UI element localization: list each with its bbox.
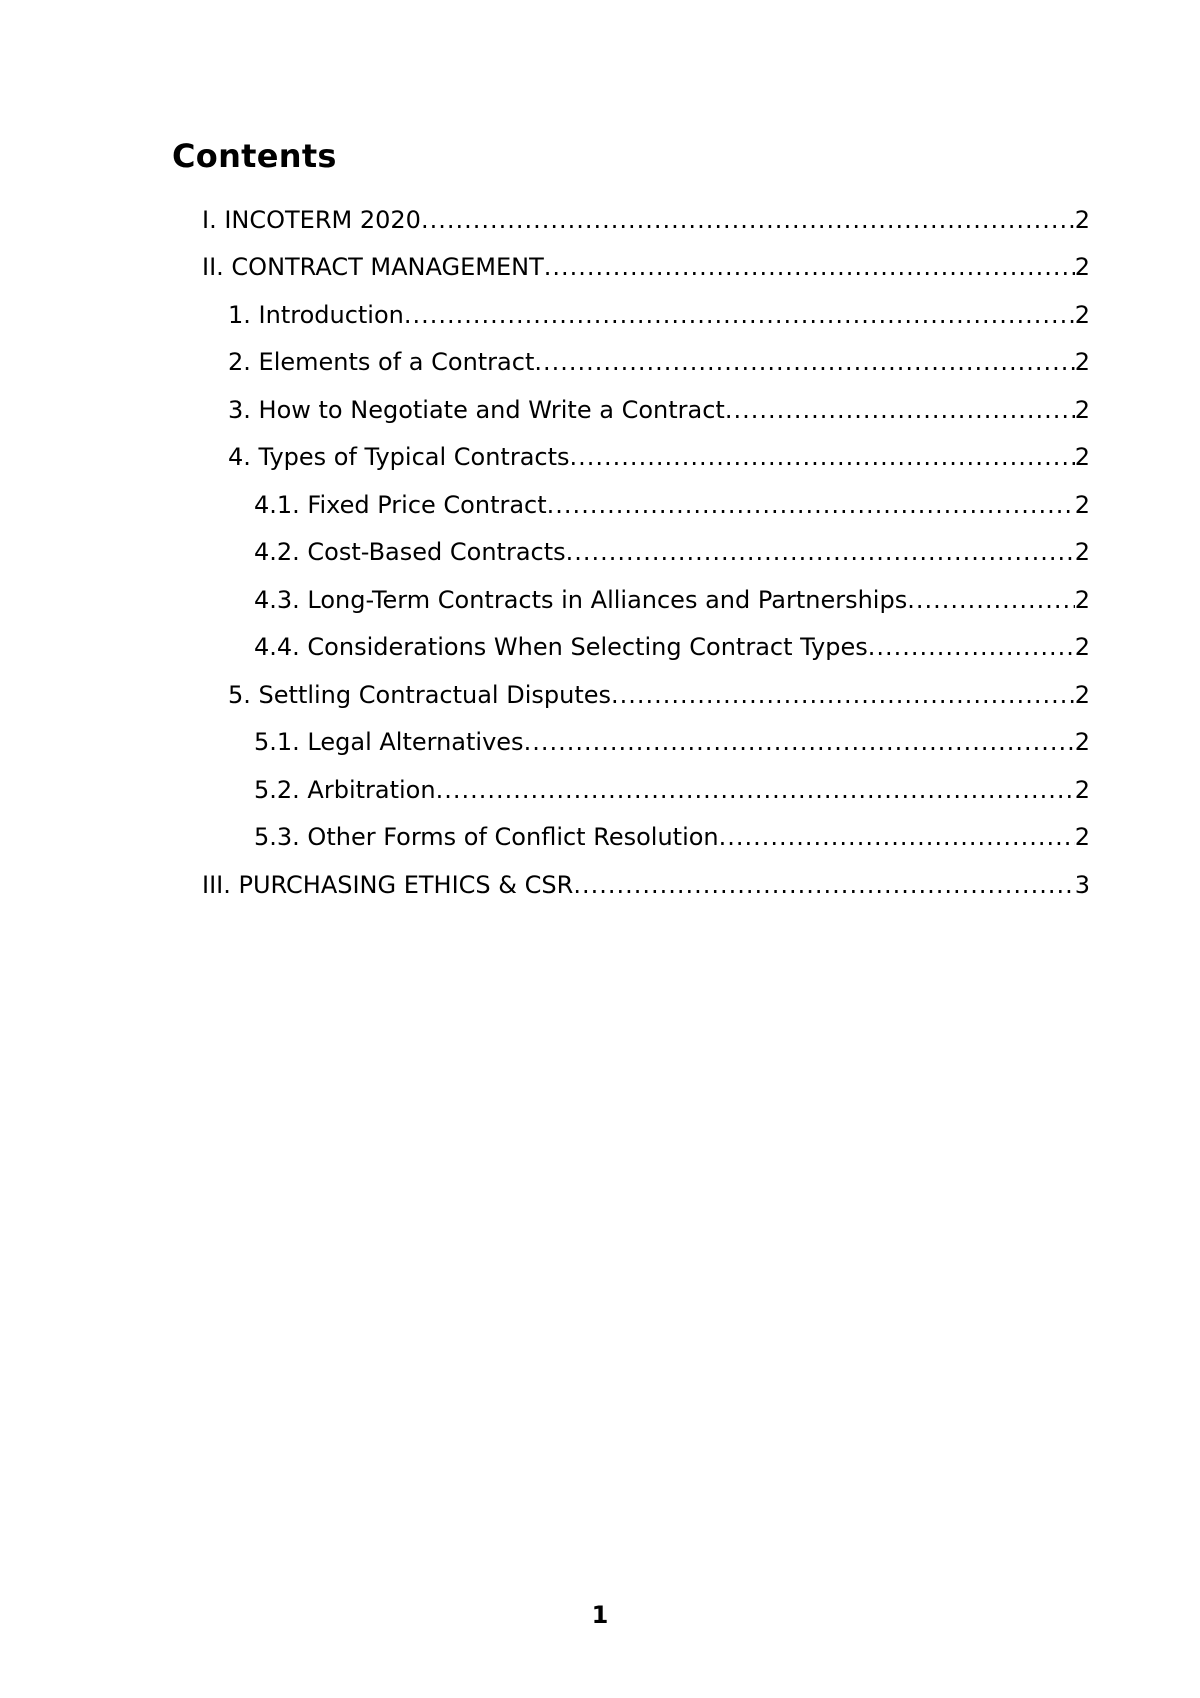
table-of-contents	[0, 188, 1200, 901]
toc-entry-elements-of-a-contract[interactable]	[0, 331, 1200, 379]
toc-entry-label: II. CONTRACT MANAGEMENT	[202, 253, 544, 281]
toc-dot-leader	[404, 299, 1075, 331]
toc-entry-negotiate-and-write[interactable]	[0, 378, 1200, 426]
toc-dot-leader	[573, 869, 1074, 901]
toc-entry-label: 4.2. Cost-Based Contracts	[254, 538, 566, 566]
toc-entry-fixed-price-contract[interactable]	[0, 473, 1200, 521]
toc-entry-label: 2. Elements of a Contract	[228, 348, 535, 376]
toc-entry-page: 2	[1074, 253, 1090, 281]
toc-dot-leader	[544, 251, 1075, 283]
toc-heading: Contents	[172, 137, 337, 175]
toc-entry-page: 2	[1074, 443, 1090, 471]
toc-entry-page: 2	[1074, 205, 1090, 234]
toc-entry-selecting-contract-types[interactable]	[0, 616, 1200, 664]
toc-dot-leader	[719, 821, 1075, 853]
toc-entry-arbitration[interactable]	[0, 758, 1200, 806]
toc-entry-settling-disputes[interactable]	[0, 663, 1200, 711]
toc-entry-cost-based-contracts[interactable]	[0, 521, 1200, 569]
toc-entry-label: 4. Types of Typical Contracts	[228, 443, 570, 471]
toc-entry-label: III. PURCHASING ETHICS & CSR	[202, 870, 574, 899]
toc-dot-leader	[566, 536, 1075, 568]
toc-entry-purchasing-ethics-csr[interactable]	[0, 853, 1200, 901]
toc-entry-contract-management[interactable]	[0, 236, 1200, 284]
page-number: 1	[591, 1601, 609, 1629]
toc-entry-incoterm-2020[interactable]	[0, 188, 1200, 236]
toc-entry-types-of-typical-contracts[interactable]	[0, 426, 1200, 474]
toc-entry-label: 4.3. Long-Term Contracts in Alliances and Partnerships	[254, 585, 908, 614]
toc-entry-page: 2	[1074, 680, 1090, 709]
toc-dot-leader	[436, 774, 1075, 806]
toc-entry-introduction[interactable]	[0, 283, 1200, 331]
toc-dot-leader	[421, 204, 1075, 236]
toc-dot-leader	[907, 584, 1075, 616]
toc-entry-label: 5. Settling Contractual Disputes	[228, 680, 611, 709]
toc-entry-label: 1. Introduction	[228, 300, 404, 329]
toc-entry-label: 4.4. Considerations When Selecting Contract Types	[254, 633, 868, 661]
toc-entry-page: 2	[1074, 633, 1090, 661]
toc-entry-label: 5.3. Other Forms of Conflict Resolution	[254, 823, 719, 851]
toc-entry-long-term-contracts[interactable]	[0, 568, 1200, 616]
toc-entry-page: 3	[1074, 870, 1090, 899]
toc-entry-page: 2	[1074, 823, 1090, 851]
toc-entry-label: 3. How to Negotiate and Write a Contract	[228, 395, 725, 424]
toc-dot-leader	[611, 679, 1075, 711]
toc-dot-leader	[524, 726, 1075, 758]
toc-entry-page: 2	[1074, 490, 1090, 519]
toc-entry-page: 2	[1074, 395, 1090, 424]
toc-entry-legal-alternatives[interactable]	[0, 711, 1200, 759]
toc-dot-leader	[868, 631, 1075, 663]
toc-dot-leader	[547, 489, 1075, 521]
toc-entry-page: 2	[1074, 348, 1090, 376]
toc-entry-label: 5.1. Legal Alternatives	[254, 728, 524, 756]
toc-entry-page: 2	[1074, 585, 1090, 614]
toc-entry-page: 2	[1074, 775, 1090, 804]
toc-entry-other-conflict-resolution[interactable]	[0, 806, 1200, 854]
toc-entry-page: 2	[1074, 728, 1090, 756]
toc-dot-leader	[534, 346, 1074, 378]
toc-entry-label: I. INCOTERM 2020	[202, 205, 421, 234]
toc-dot-leader	[725, 394, 1075, 426]
toc-dot-leader	[570, 441, 1075, 473]
toc-entry-label: 4.1. Fixed Price Contract	[254, 490, 547, 519]
toc-entry-page: 2	[1074, 538, 1090, 566]
toc-entry-label: 5.2. Arbitration	[254, 775, 436, 804]
toc-entry-page: 2	[1074, 300, 1090, 329]
